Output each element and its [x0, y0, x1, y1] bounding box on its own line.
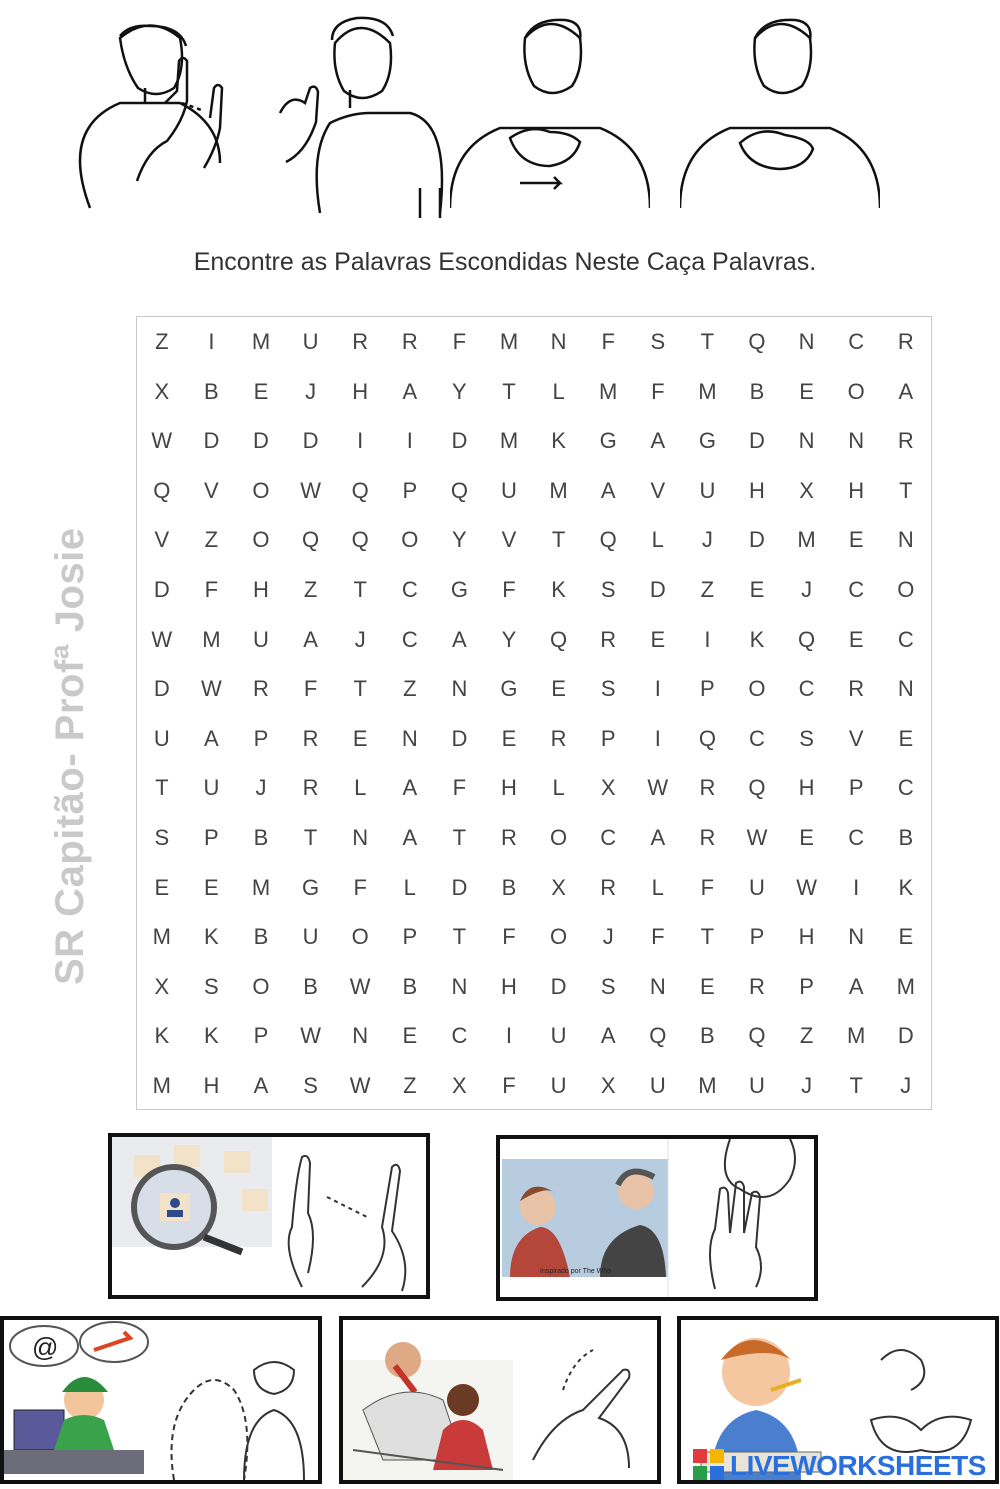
- grid-letter[interactable]: U: [749, 874, 765, 900]
- grid-letter[interactable]: A: [402, 378, 418, 404]
- grid-letter[interactable]: B: [253, 825, 269, 850]
- grid-letter[interactable]: M: [599, 378, 618, 404]
- grid-letter[interactable]: N: [352, 1023, 369, 1049]
- grid-letter[interactable]: U: [649, 1073, 666, 1098]
- grid-letter[interactable]: E: [898, 725, 914, 751]
- grid-letter[interactable]: Z: [155, 329, 169, 354]
- grid-letter[interactable]: R: [600, 626, 617, 652]
- grid-row: [137, 615, 931, 665]
- grid-letter[interactable]: L: [354, 775, 367, 801]
- grid-letter[interactable]: U: [302, 924, 319, 950]
- grid-letter[interactable]: J: [900, 1073, 912, 1098]
- grid-letter[interactable]: H: [501, 775, 517, 801]
- grid-letter[interactable]: V: [650, 477, 666, 503]
- grid-letter[interactable]: O: [897, 577, 915, 602]
- grid-letter[interactable]: F: [452, 329, 467, 354]
- sign-illustrations: [40, 0, 920, 220]
- grid-letter[interactable]: W: [349, 973, 371, 999]
- grid-letter[interactable]: J: [801, 577, 813, 602]
- grid-letter[interactable]: E: [204, 874, 219, 900]
- grid-letter[interactable]: P: [253, 1023, 269, 1049]
- grid-letter[interactable]: P: [402, 477, 418, 503]
- grid-letter[interactable]: Y: [452, 527, 467, 553]
- grid-row: [137, 1011, 931, 1061]
- grid-letter[interactable]: N: [848, 924, 865, 950]
- grid-letter[interactable]: F: [502, 924, 516, 950]
- grid-letter[interactable]: H: [352, 378, 369, 404]
- grid-letter[interactable]: Q: [450, 477, 468, 503]
- grid-letter[interactable]: U: [699, 477, 716, 503]
- grid-letter[interactable]: S: [303, 1073, 318, 1098]
- grid-letter[interactable]: M: [251, 874, 271, 900]
- grid-letter[interactable]: N: [798, 329, 815, 354]
- grid-letter[interactable]: K: [749, 626, 765, 652]
- grid-row: [137, 515, 931, 565]
- grid-letter[interactable]: C: [897, 626, 914, 652]
- grid-letter[interactable]: A: [600, 1023, 616, 1049]
- grid-letter[interactable]: E: [253, 378, 269, 404]
- grid-letter[interactable]: T: [502, 378, 516, 404]
- grid-letter[interactable]: S: [204, 973, 219, 999]
- grid-letter[interactable]: T: [353, 676, 367, 702]
- sign-figure-4: [680, 8, 880, 218]
- grid-letter[interactable]: E: [352, 725, 368, 751]
- grid-row: [137, 466, 931, 516]
- grid-letter[interactable]: N: [897, 676, 914, 702]
- svg-text:@: @: [32, 1332, 59, 1362]
- grid-letter[interactable]: A: [650, 428, 666, 454]
- grid-letter[interactable]: Q: [302, 527, 320, 553]
- grid-letter[interactable]: W: [151, 626, 173, 652]
- grid-letter[interactable]: F: [353, 874, 367, 900]
- grid-letter[interactable]: Q: [748, 329, 766, 354]
- grid-letter[interactable]: E: [154, 874, 170, 900]
- grid-letter[interactable]: R: [749, 973, 765, 999]
- grid-letter[interactable]: E: [501, 725, 517, 751]
- grid-letter[interactable]: G: [698, 428, 716, 454]
- grid-letter[interactable]: S: [600, 973, 616, 999]
- grid-letter[interactable]: U: [203, 775, 220, 801]
- grid-letter[interactable]: F: [303, 676, 318, 702]
- grid-letter[interactable]: M: [797, 527, 816, 553]
- grid-letter[interactable]: D: [253, 428, 269, 454]
- grid-letter[interactable]: Z: [799, 1023, 814, 1049]
- grid-letter[interactable]: A: [600, 477, 616, 503]
- grid-letter[interactable]: K: [204, 1023, 219, 1049]
- grid-letter[interactable]: A: [848, 973, 864, 999]
- magnifier-profiles-icon: [112, 1137, 426, 1295]
- grid-letter[interactable]: M: [698, 378, 717, 404]
- grid-letter[interactable]: X: [154, 378, 170, 404]
- grid-row: [137, 664, 931, 714]
- grid-letter[interactable]: I: [357, 428, 364, 454]
- grid-letter[interactable]: C: [897, 775, 914, 801]
- grid-letter[interactable]: F: [601, 329, 615, 354]
- grid-letter[interactable]: B: [700, 1023, 715, 1049]
- grid-letter[interactable]: D: [897, 1023, 914, 1049]
- grid-letter[interactable]: Q: [351, 477, 369, 503]
- grid-letter[interactable]: D: [749, 527, 765, 553]
- grid-letter[interactable]: B: [749, 378, 765, 404]
- grid-letter[interactable]: I: [654, 676, 661, 702]
- grid-letter[interactable]: W: [647, 775, 669, 801]
- grid-letter[interactable]: V: [154, 527, 170, 553]
- grid-letter[interactable]: Z: [700, 577, 715, 602]
- grid-letter[interactable]: A: [204, 725, 219, 751]
- grid-letter[interactable]: T: [849, 1073, 863, 1098]
- grid-letter[interactable]: N: [451, 676, 468, 702]
- grid-letter[interactable]: I: [406, 428, 413, 454]
- grid-letter[interactable]: M: [549, 477, 568, 503]
- grid-letter[interactable]: C: [600, 825, 617, 850]
- grid-letter[interactable]: E: [402, 1023, 418, 1049]
- grid-letter[interactable]: A: [253, 1073, 269, 1098]
- grid-letter[interactable]: G: [599, 428, 617, 454]
- grid-letter[interactable]: M: [152, 924, 171, 950]
- grid-row: [137, 714, 931, 764]
- grid-letter[interactable]: G: [450, 577, 468, 602]
- grid-letter[interactable]: U: [749, 1073, 765, 1098]
- grid-letter[interactable]: B: [303, 973, 318, 999]
- sign-figure-3: [450, 8, 650, 218]
- grid-letter[interactable]: S: [650, 329, 666, 354]
- grid-letter[interactable]: J: [305, 378, 317, 404]
- grid-letter[interactable]: Z: [204, 527, 219, 553]
- grid-letter[interactable]: E: [898, 924, 914, 950]
- grid-letter[interactable]: N: [550, 329, 567, 354]
- grid-letter[interactable]: Q: [599, 527, 617, 553]
- grid-letter[interactable]: G: [500, 676, 518, 702]
- grid-letter[interactable]: H: [203, 1073, 220, 1098]
- grid-letter[interactable]: N: [897, 527, 914, 553]
- grid-letter[interactable]: C: [848, 825, 865, 850]
- grid-letter[interactable]: L: [403, 874, 416, 900]
- grid-letter[interactable]: D: [550, 973, 567, 999]
- grid-letter[interactable]: U: [501, 477, 517, 503]
- grid-letter[interactable]: C: [798, 676, 815, 702]
- grid-letter[interactable]: R: [302, 775, 319, 801]
- grid-letter[interactable]: J: [255, 775, 267, 801]
- liveworksheets-logo: [690, 1446, 1000, 1486]
- grid-letter[interactable]: X: [600, 1073, 616, 1098]
- grid-letter[interactable]: T: [700, 329, 715, 354]
- grid-letter[interactable]: R: [550, 725, 567, 751]
- grid-letter[interactable]: T: [551, 527, 566, 553]
- sign-figure-2: [260, 8, 460, 218]
- grid-letter[interactable]: W: [300, 1023, 321, 1049]
- grid-letter[interactable]: N: [352, 825, 369, 850]
- grid-letter[interactable]: L: [552, 775, 565, 801]
- grid-letter[interactable]: M: [152, 1073, 171, 1098]
- grid-letter[interactable]: S: [799, 725, 814, 751]
- grid-row: [137, 367, 931, 417]
- sign-figure-1: [50, 8, 250, 218]
- grid-letter[interactable]: R: [501, 825, 517, 850]
- grid-letter[interactable]: C: [848, 577, 865, 602]
- grid-letter[interactable]: S: [600, 676, 616, 702]
- grid-row: [137, 962, 931, 1012]
- grid-letter[interactable]: N: [649, 973, 666, 999]
- grid-letter[interactable]: Q: [798, 626, 816, 652]
- grid-letter[interactable]: C: [401, 626, 418, 652]
- grid-letter[interactable]: Z: [403, 676, 417, 702]
- grid-letter[interactable]: R: [302, 725, 319, 751]
- grid-letter[interactable]: R: [600, 874, 617, 900]
- grid-letter[interactable]: Q: [550, 626, 568, 652]
- grid-letter[interactable]: Z: [403, 1073, 417, 1098]
- grid-letter[interactable]: U: [153, 725, 170, 751]
- grid-letter[interactable]: Y: [501, 626, 517, 652]
- grid-letter[interactable]: Q: [748, 775, 766, 801]
- grid-row: [137, 416, 931, 466]
- match-card-2[interactable]: [496, 1135, 818, 1301]
- match-card-4[interactable]: [339, 1316, 661, 1484]
- grid-letter[interactable]: M: [847, 1023, 866, 1049]
- grid-row: [137, 912, 931, 962]
- grid-letter[interactable]: V: [501, 527, 517, 553]
- grid-letter[interactable]: W: [151, 428, 173, 454]
- grid-letter[interactable]: E: [799, 378, 814, 404]
- grid-letter[interactable]: J: [701, 527, 713, 553]
- grid-letter[interactable]: P: [204, 825, 219, 850]
- grid-letter[interactable]: P: [402, 924, 418, 950]
- grid-letter[interactable]: I: [704, 626, 711, 652]
- grid-letter[interactable]: P: [700, 676, 715, 702]
- grid-row: [137, 863, 931, 913]
- grid-letter[interactable]: E: [749, 577, 765, 602]
- grid-letter[interactable]: W: [300, 477, 321, 503]
- grid-letter[interactable]: A: [650, 825, 666, 850]
- logo-mark-icon: [690, 1446, 728, 1484]
- grid-letter[interactable]: C: [749, 725, 765, 751]
- grid-letter[interactable]: R: [352, 329, 369, 354]
- grid-letter[interactable]: W: [201, 676, 222, 702]
- grid-letter[interactable]: X: [452, 1073, 467, 1098]
- grid-letter[interactable]: H: [798, 775, 815, 801]
- grid-letter[interactable]: J: [801, 1073, 813, 1098]
- grid-letter[interactable]: D: [451, 428, 468, 454]
- grid-letter[interactable]: O: [550, 924, 568, 950]
- grid-letter[interactable]: Q: [351, 527, 369, 553]
- grid-letter[interactable]: F: [700, 874, 715, 900]
- grid-letter[interactable]: V: [848, 725, 864, 751]
- grid-letter[interactable]: T: [700, 924, 715, 950]
- grid-letter[interactable]: A: [303, 626, 318, 652]
- grid-letter[interactable]: E: [799, 825, 814, 850]
- grid-letter[interactable]: X: [600, 775, 616, 801]
- grid-letter[interactable]: F: [204, 577, 219, 602]
- grid-letter[interactable]: R: [699, 775, 716, 801]
- grid-letter[interactable]: F: [651, 378, 665, 404]
- grid-letter[interactable]: J: [602, 924, 614, 950]
- grid-letter[interactable]: C: [451, 1023, 468, 1049]
- grid-letter[interactable]: W: [796, 874, 817, 900]
- word-search-grid: [136, 316, 932, 1110]
- grid-letter[interactable]: D: [749, 428, 765, 454]
- grid-row: [137, 317, 931, 367]
- grid-letter[interactable]: B: [204, 378, 219, 404]
- grid-letter[interactable]: K: [898, 874, 914, 900]
- grid-letter[interactable]: N: [401, 725, 418, 751]
- grid-letter[interactable]: T: [452, 924, 467, 950]
- grid-letter[interactable]: D: [302, 428, 319, 454]
- grid-letter[interactable]: F: [452, 775, 467, 801]
- grid-letter[interactable]: K: [204, 924, 219, 950]
- grid-letter[interactable]: J: [354, 626, 366, 652]
- grid-letter[interactable]: H: [798, 924, 815, 950]
- grid-letter[interactable]: R: [253, 676, 269, 702]
- grid-letter[interactable]: O: [847, 378, 865, 404]
- grid-letter[interactable]: L: [651, 874, 664, 900]
- grid-letter[interactable]: R: [401, 329, 418, 354]
- letter-grid: [137, 317, 931, 1109]
- grid-letter[interactable]: R: [897, 428, 914, 454]
- grid-letter[interactable]: Q: [748, 1023, 766, 1049]
- grid-letter[interactable]: U: [550, 1073, 567, 1098]
- grid-letter[interactable]: E: [848, 626, 864, 652]
- grid-letter[interactable]: I: [208, 329, 215, 354]
- grid-letter[interactable]: F: [502, 1073, 516, 1098]
- grid-letter[interactable]: R: [848, 676, 865, 702]
- grid-letter[interactable]: I: [505, 1023, 513, 1049]
- grid-letter[interactable]: P: [253, 725, 269, 751]
- instruction-text: Encontre as Palavras Escondidas Neste Caça Palavras.: [193, 248, 817, 276]
- grid-letter[interactable]: N: [848, 428, 865, 454]
- grid-letter[interactable]: F: [651, 924, 665, 950]
- grid-letter[interactable]: I: [654, 725, 661, 751]
- grid-letter[interactable]: O: [252, 477, 270, 503]
- grid-row: [137, 813, 931, 863]
- grid-row: [137, 763, 931, 813]
- grid-letter[interactable]: P: [848, 775, 864, 801]
- illustration-caption: Inspirado por The Who: [540, 1268, 612, 1275]
- grid-letter[interactable]: R: [699, 825, 716, 850]
- grid-letter[interactable]: U: [253, 626, 269, 652]
- grid-letter[interactable]: H: [848, 477, 865, 503]
- grid-letter[interactable]: E: [700, 973, 715, 999]
- grid-letter[interactable]: O: [550, 825, 568, 850]
- grid-letter[interactable]: H: [501, 973, 517, 999]
- boy-at-computer-icon: [4, 1320, 318, 1480]
- grid-letter[interactable]: D: [203, 428, 220, 454]
- grid-letter[interactable]: I: [853, 874, 860, 900]
- grid-letter[interactable]: L: [651, 527, 664, 553]
- grid-letter[interactable]: O: [351, 924, 369, 950]
- grid-letter[interactable]: T: [353, 577, 367, 602]
- grid-letter[interactable]: A: [452, 626, 467, 652]
- grid-letter[interactable]: K: [551, 428, 566, 454]
- grid-letter[interactable]: D: [153, 577, 170, 602]
- grid-letter[interactable]: M: [499, 329, 519, 354]
- grid-letter[interactable]: M: [896, 973, 915, 999]
- grid-letter[interactable]: M: [499, 428, 519, 454]
- grid-letter[interactable]: V: [204, 477, 219, 503]
- grid-letter[interactable]: C: [848, 329, 865, 354]
- grid-letter[interactable]: B: [501, 874, 517, 900]
- grid-letter[interactable]: S: [154, 825, 170, 850]
- grid-letter[interactable]: P: [749, 924, 765, 950]
- grid-letter[interactable]: Q: [153, 477, 171, 503]
- grid-letter[interactable]: L: [552, 378, 565, 404]
- grid-row: [137, 565, 931, 615]
- grid-letter[interactable]: B: [898, 825, 914, 850]
- grid-letter[interactable]: F: [502, 577, 516, 602]
- grid-letter[interactable]: M: [251, 329, 271, 354]
- grid-letter[interactable]: C: [401, 577, 418, 602]
- grid-letter[interactable]: M: [698, 1073, 717, 1098]
- grid-letter[interactable]: D: [451, 725, 468, 751]
- grid-letter[interactable]: K: [551, 577, 566, 602]
- two-people-talking-icon: [500, 1139, 814, 1297]
- grid-letter[interactable]: P: [600, 725, 616, 751]
- grid-letter[interactable]: U: [550, 1023, 567, 1049]
- grid-letter[interactable]: P: [799, 973, 814, 999]
- grid-letter[interactable]: T: [303, 825, 318, 850]
- people-studying-icon: [343, 1320, 657, 1480]
- grid-letter[interactable]: A: [898, 378, 914, 404]
- grid-letter[interactable]: G: [302, 874, 320, 900]
- grid-letter[interactable]: R: [897, 329, 914, 354]
- grid-letter[interactable]: O: [748, 676, 766, 702]
- grid-letter[interactable]: O: [252, 973, 270, 999]
- grid-letter[interactable]: Q: [649, 1023, 667, 1049]
- grid-letter[interactable]: H: [749, 477, 765, 503]
- grid-row: [137, 1061, 931, 1111]
- grid-letter[interactable]: S: [600, 577, 616, 602]
- match-card-3[interactable]: [0, 1316, 322, 1484]
- grid-letter[interactable]: H: [253, 577, 269, 602]
- grid-letter[interactable]: X: [154, 973, 170, 999]
- grid-letter[interactable]: O: [401, 527, 419, 553]
- grid-letter[interactable]: D: [649, 577, 666, 602]
- grid-letter[interactable]: O: [252, 527, 270, 553]
- grid-letter[interactable]: T: [155, 775, 169, 801]
- grid-letter[interactable]: B: [253, 924, 269, 950]
- grid-letter[interactable]: W: [349, 1073, 371, 1098]
- grid-letter[interactable]: A: [402, 825, 418, 850]
- grid-letter[interactable]: D: [451, 874, 468, 900]
- grid-letter[interactable]: W: [746, 825, 768, 850]
- grid-letter[interactable]: M: [202, 626, 221, 652]
- match-card-1[interactable]: [108, 1133, 430, 1299]
- logo-text: LIVEWORKSHEETS: [730, 1450, 986, 1481]
- grid-letter[interactable]: Q: [698, 725, 716, 751]
- grid-letter[interactable]: X: [799, 477, 814, 503]
- grid-letter[interactable]: E: [551, 676, 566, 702]
- grid-letter[interactable]: A: [402, 775, 418, 801]
- grid-letter[interactable]: X: [551, 874, 566, 900]
- grid-letter[interactable]: Y: [452, 378, 467, 404]
- grid-letter[interactable]: D: [153, 676, 170, 702]
- grid-letter[interactable]: K: [154, 1023, 170, 1049]
- grid-letter[interactable]: E: [650, 626, 666, 652]
- side-credit: SR Capitão- Profª Josie: [48, 527, 92, 985]
- grid-letter[interactable]: N: [451, 973, 468, 999]
- grid-letter[interactable]: Z: [303, 577, 318, 602]
- grid-letter[interactable]: U: [302, 329, 319, 354]
- grid-letter[interactable]: T: [452, 825, 467, 850]
- grid-letter[interactable]: E: [848, 527, 864, 553]
- grid-letter[interactable]: T: [899, 477, 913, 503]
- grid-letter[interactable]: B: [402, 973, 418, 999]
- grid-letter[interactable]: N: [798, 428, 815, 454]
